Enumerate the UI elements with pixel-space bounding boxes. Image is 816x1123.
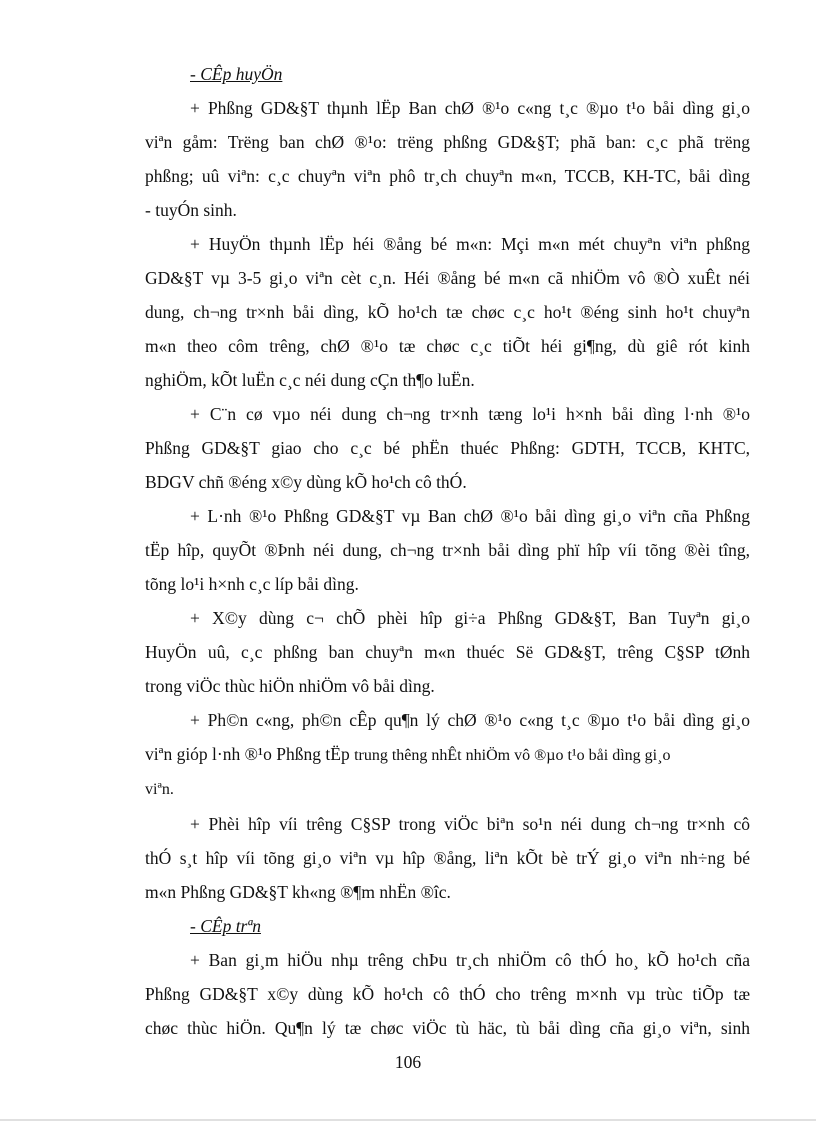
paragraph-1	[145, 91, 750, 227]
text-line: m«n theo côm trêng, chØ ®¹o tæ chøc c¸c tiÕt héi gi¶ng, dù giê rót kinh	[145, 336, 750, 356]
text-line: + X©y dùng c¬ chÕ phèi hîp gi÷a Phßng GD&§T, Ban Tuyªn gi¸o	[190, 608, 750, 628]
text-line: tõng lo¹i h×nh c¸c líp båi dìng.	[145, 574, 359, 594]
text-line: + Ban gi¸m hiÖu nhµ trêng chÞu tr¸ch nhiÖm cô thÓ ho¸ kÕ ho¹ch cña	[190, 950, 750, 970]
paragraph-7	[145, 807, 750, 909]
page-bottom-edge	[0, 1119, 816, 1121]
text-line: viªn gåm: Trëng ban chØ ®¹o: trëng phßng GD&§T; phã ban: c¸c phã trëng	[145, 132, 750, 152]
paragraph-2	[145, 227, 750, 397]
paragraph-4	[145, 499, 750, 601]
text-line: dung, ch¬ng tr×nh båi dìng, kÕ ho¹ch tæ chøc c¸c ho¹t ®éng sinh ho¹t chuyªn	[145, 302, 750, 322]
text-line: - tuyÓn sinh.	[145, 200, 237, 220]
text-line: nghiÖm, kÕt luËn c¸c néi dung cÇn th¶o luËn.	[145, 370, 475, 390]
paragraph-5	[145, 601, 750, 703]
text-line: thÓ s¸t hîp víi tõng gi¸o viªn vµ hîp ®ång, liªn kÕt bè trÝ gi¸o viªn nh÷ng bé	[145, 848, 750, 868]
section-heading-district: - CÊp huyÖn	[190, 64, 283, 84]
text-line: GD&§T vµ 3-5 gi¸o viªn cèt c¸n. Héi ®ång bé m«n cã nhiÖm vô ®Ò xuÊt néi	[145, 268, 750, 288]
text-line: viªn.	[145, 781, 174, 798]
text-segment: viªn gióp l·nh ®¹o Phßng tËp	[145, 744, 350, 764]
text-line: + L·nh ®¹o Phßng GD&§T vµ Ban chØ ®¹o båi dìng gi¸o viªn cña Phßng	[190, 506, 750, 526]
text-line: Phßng GD&§T giao cho c¸c bé phËn thuéc Phßng: GDTH, TCCB, KHTC,	[145, 438, 750, 458]
text-line: + HuyÖn thµnh lËp héi ®ång bé m«n: Mçi m«n mét chuyªn viªn phßng	[190, 234, 750, 254]
text-line: HuyÖn uû, c¸c phßng ban chuyªn m«n thuéc Së GD&§T, trêng C§SP tØnh	[145, 642, 750, 662]
paragraph-8	[145, 943, 750, 1045]
section-heading-school: - CÊp trªn	[190, 916, 261, 936]
text-line: + Ph©n c«ng, ph©n cÊp qu¶n lý chØ ®¹o c«ng t¸c ®µo t¹o båi dìng gi¸o	[190, 710, 750, 730]
paragraph-3	[145, 397, 750, 499]
paragraph-6	[145, 703, 750, 807]
text-segment-small: trung thêng nhÊt nhiÖm vô ®µo t¹o båi dìng gi¸o	[354, 747, 671, 764]
text-line	[145, 737, 750, 773]
text-line: m«n Phßng GD&§T kh«ng ®¶m nhËn ®îc.	[145, 882, 451, 902]
document-body	[145, 57, 750, 1045]
text-line: tËp hîp, quyÕt ®Þnh néi dung, ch¬ng tr×nh båi dìng phï hîp víi tõng ®èi tîng,	[145, 540, 750, 560]
text-line: + C¨n cø vµo néi dung ch¬ng tr×nh tæng lo¹i h×nh båi dìng l·nh ®¹o	[190, 404, 750, 424]
text-line: Phßng GD&§T x©y dùng kÕ ho¹ch cô thÓ cho trêng m×nh vµ trùc tiÕp tæ	[145, 984, 750, 1004]
text-line: + Phßng GD&§T thµnh lËp Ban chØ ®¹o c«ng t¸c ®µo t¹o båi dìng gi¸o	[190, 98, 750, 118]
page-number: 106	[394, 1052, 422, 1072]
text-line: + Phèi hîp víi trêng C§SP trong viÖc biªn so¹n néi dung ch¬ng tr×nh cô	[190, 814, 750, 834]
text-line: trong viÖc thùc hiÖn nhiÖm vô båi dìng.	[145, 676, 435, 696]
text-line: chøc thùc hiÖn. Qu¶n lý tæ chøc viÖc tù häc, tù båi dìng cña gi¸o viªn, sinh	[145, 1018, 750, 1038]
text-line: BDGV chñ ®éng x©y dùng kÕ ho¹ch cô thÓ.	[145, 472, 467, 492]
text-line: phßng; uû viªn: c¸c chuyªn viªn phô tr¸ch chuyªn m«n, TCCB, KH-TC, båi dìng	[145, 166, 750, 186]
